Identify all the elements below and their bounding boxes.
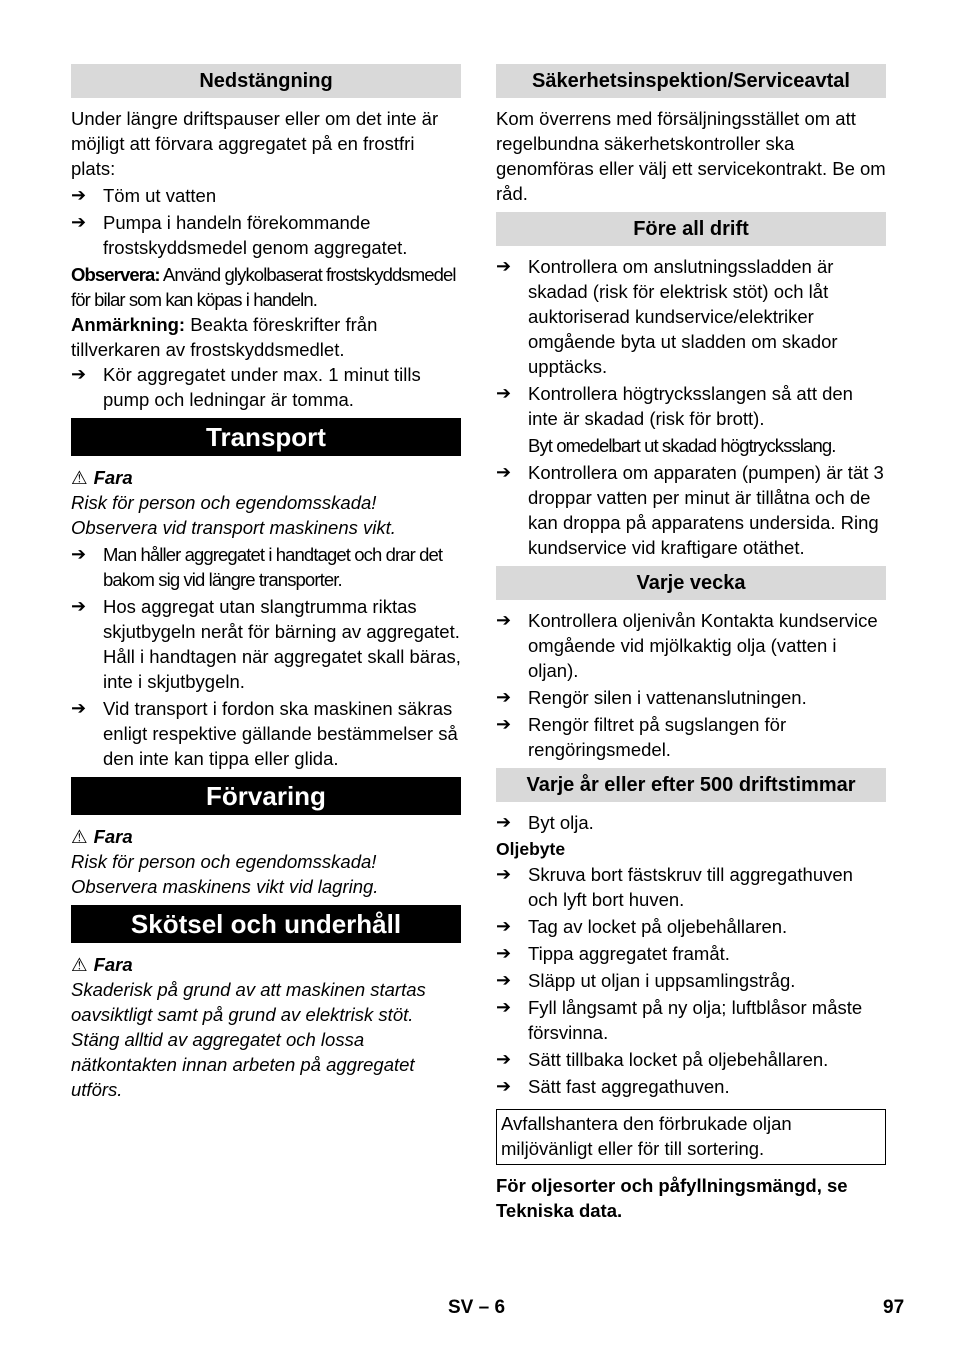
observera-note: Observera: Använd glykolbaserat frostskyddsmedel för bilar som kan köpas i handeln.: [71, 264, 456, 310]
list-item: ➔ Rengör silen i vattenanslutningen.: [496, 687, 807, 708]
list-item: ➔ Pumpa i handeln förekommande frostskyddsmedel genom aggregatet.: [71, 212, 408, 258]
oljebyte-label: Oljebyte: [496, 839, 566, 859]
list-item: ➔ Man håller aggregatet i handtaget och drar det bakom sig vid längre transporter.: [71, 544, 443, 590]
arrow-right-icon: ➔: [496, 970, 512, 990]
skotsel-warning: Skaderisk på grund av att maskinen startas oavsiktligt samt på grund av elektrisk stöt. Stäng alltid av aggregatet och lossa nätkontakten innan arbeten på aggregatet utförs.: [71, 979, 426, 1100]
transport-warning: Risk för person och egendomsskada! Observera vid transport maskinens vikt.: [71, 492, 396, 538]
danger-label: ⚠ Fara: [71, 954, 133, 975]
arrow-right-icon: ➔: [71, 596, 87, 616]
anmarkning-note: Anmärkning: Beakta föreskrifter från tillverkaren av frostskyddsmedlet.: [71, 314, 378, 360]
arrow-right-icon: ➔: [496, 256, 512, 276]
arrow-right-icon: ➔: [71, 544, 86, 564]
list-item: ➔ Kontrollera om apparaten (pumpen) är tät 3 droppar vatten per minut är tillåtna och de kan droppa på apparatens undersida. Ring kundservice vid kraftigare otäthet.: [496, 462, 884, 558]
list-item: ➔ Vid transport i fordon ska maskinen säkras enligt respektive gällande bestämmelser så den inte kan tippa eller glida.: [71, 698, 458, 769]
arrow-right-icon: ➔: [496, 462, 512, 482]
warning-triangle-icon: ⚠: [71, 954, 88, 975]
left-column: [71, 64, 461, 1102]
arrow-right-icon: ➔: [71, 698, 87, 718]
list-item: ➔ Sätt fast aggregathuven.: [496, 1076, 730, 1097]
danger-label: ⚠ Fara: [71, 467, 133, 488]
list-item: ➔ Tag av locket på oljebehållaren.: [496, 916, 788, 937]
list-item: ➔ Byt olja.: [496, 812, 594, 833]
arrow-right-icon: ➔: [71, 364, 87, 384]
list-item: ➔ Fyll långsamt på ny olja; luftblåsor måste försvinna.: [496, 997, 863, 1043]
sakerhet-text: Kom överrens med försäljningsstället om att regelbundna säkerhetskontroller ska genomföras eller välj ett servicekontrakt. Be om råd.: [496, 108, 886, 204]
list-item: ➔ Kontrollera oljenivån Kontakta kundservice omgående vid mjölkaktig olja (vatten i oljan).: [496, 610, 878, 681]
arrow-right-icon: ➔: [496, 714, 512, 734]
section-heading-varje-vecka: Varje vecka: [496, 566, 886, 600]
arrow-right-icon: ➔: [496, 1049, 512, 1069]
arrow-right-icon: ➔: [496, 943, 512, 963]
list-item: ➔ Kontrollera om anslutningssladden är skadad (risk för elektrisk stöt) och låt auktoriserad kundservice/elektriker omgående byta ut sladden om skador upptäcks.: [496, 256, 838, 377]
section-heading-fore-all-drift: Före all drift: [496, 212, 886, 246]
page-number: 97: [883, 1297, 905, 1318]
list-item: ➔ Hos aggregat utan slangtrumma riktas skjutbygeln neråt för bärning av aggregatet. Håll i handtagen när aggregatet skall bäras, inte i skjutbygeln.: [71, 596, 461, 692]
section-heading-forvaring: Förvaring: [71, 777, 461, 815]
warning-triangle-icon: ⚠: [71, 826, 88, 847]
right-column: [496, 64, 886, 1223]
forvaring-warning: Risk för person och egendomsskada! Observera maskinens vikt vid lagring.: [71, 851, 379, 897]
section-heading-varje-ar: Varje år eller efter 500 driftstimmar: [496, 768, 886, 802]
section-heading-skotsel: Skötsel och underhåll: [71, 905, 461, 943]
list-item: ➔ Rengör filtret på sugslangen för rengöringsmedel.: [496, 714, 787, 760]
page-language-number: SV – 6: [448, 1297, 506, 1318]
arrow-right-icon: ➔: [71, 212, 87, 232]
warning-triangle-icon: ⚠: [71, 467, 88, 488]
fore-note: Byt omedelbart ut skadad högtrycksslang.: [528, 435, 836, 456]
section-heading-sakerhet: Säkerhetsinspektion/Serviceavtal: [496, 64, 886, 98]
list-item: ➔ Sätt tillbaka locket på oljebehållaren.: [496, 1049, 829, 1070]
arrow-right-icon: ➔: [496, 864, 512, 884]
list-item: ➔ Skruva bort fästskruv till aggregathuven och lyft bort huven.: [496, 864, 853, 910]
list-item: ➔ Tippa aggregatet framåt.: [496, 943, 730, 964]
arrow-right-icon: ➔: [496, 812, 512, 832]
list-item: ➔ Kontrollera högtrycksslangen så att den inte är skadad (risk för brott).: [496, 383, 853, 429]
final-note: För oljesorter och påfyllningsmängd, se Tekniska data.: [496, 1175, 848, 1221]
list-item: ➔ Släpp ut oljan i uppsamlingstråg.: [496, 970, 796, 991]
nedstangning-intro: Under längre driftspauser eller om det inte är möjligt att förvara aggregatet på en frostfri plats:: [71, 108, 439, 179]
list-item: ➔ Kör aggregatet under max. 1 minut tills pump och ledningar är tomma.: [71, 364, 421, 410]
section-heading-nedstangning: Nedstängning: [71, 64, 461, 98]
arrow-right-icon: ➔: [496, 383, 512, 403]
arrow-right-icon: ➔: [71, 185, 87, 205]
danger-label: ⚠ Fara: [71, 826, 133, 847]
arrow-right-icon: ➔: [496, 610, 512, 630]
arrow-right-icon: ➔: [496, 997, 512, 1017]
arrow-right-icon: ➔: [496, 687, 512, 707]
section-heading-transport: Transport: [71, 418, 461, 456]
disposal-note-box: Avfallshantera den förbrukade oljan miljövänligt eller för till sortering.: [496, 1109, 886, 1165]
arrow-right-icon: ➔: [496, 1076, 512, 1096]
list-item: ➔ Töm ut vatten: [71, 185, 217, 206]
arrow-right-icon: ➔: [496, 916, 512, 936]
